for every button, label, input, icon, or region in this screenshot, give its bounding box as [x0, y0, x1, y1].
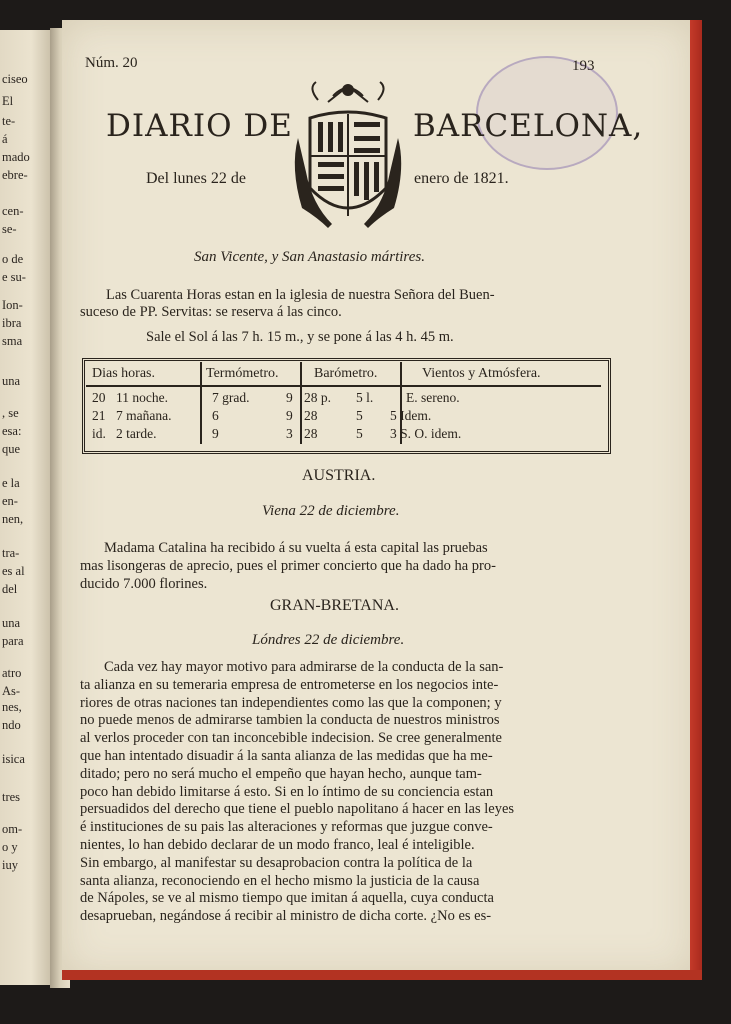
left-page-line: te-: [2, 114, 16, 128]
notice-sunrise-sunset: Sale el Sol á las 7 h. 15 m., y se pone á las 4 h. 45 m.: [146, 329, 454, 345]
left-page-line: del: [2, 582, 18, 596]
left-page-line: esa:: [2, 424, 22, 438]
table-divider: [300, 362, 302, 444]
table-cell-baro-lines: 5: [356, 408, 363, 423]
table-cell-wind: 5 Idem.: [390, 408, 432, 423]
table-cell-baro-lines: 5 l.: [356, 390, 374, 405]
left-page-line: mado: [2, 150, 30, 164]
section-heading-great-britain: GRAN-BRETANA.: [270, 597, 399, 614]
left-page-line: isica: [2, 752, 25, 766]
page-number: 193: [572, 58, 595, 74]
text-line: persuadidos del derecho que tiene el pueblo napolitano á hacer en las leyes: [80, 801, 515, 818]
table-cell-wind: 3 S. O. idem.: [390, 426, 462, 441]
table-cell-thermo: 6: [212, 408, 219, 423]
issue-number: Núm. 20: [85, 55, 138, 71]
dateline-london: Lóndres 22 de diciembre.: [252, 632, 405, 648]
section-heading-austria: AUSTRIA.: [302, 467, 376, 484]
table-header-rule: [86, 385, 601, 387]
left-page-line: sma: [2, 334, 23, 348]
left-page-line: tres: [2, 790, 21, 804]
text-line: que han intentado disuadir á la santa alianza de las medidas que ha me-: [80, 748, 493, 764]
text-line: desaprueban, negándose á recibir al ministro de dicha corte. ¿No es es-: [80, 908, 492, 925]
left-page-line: , se: [2, 406, 19, 420]
left-page-line: es al: [2, 564, 25, 578]
saints-of-day: San Vicente, y San Anastasio mártires.: [194, 249, 425, 265]
table-cell-baro: 28: [304, 426, 318, 441]
page-edge-red: [690, 20, 702, 978]
table-cell-day: 21: [92, 408, 106, 423]
left-page-line: se-: [2, 222, 17, 236]
text-line: santa alianza, reconociendo en el hecho mismo la justicia de la causa: [80, 872, 480, 889]
table-cell-hour: 7 mañana.: [116, 408, 172, 423]
left-page-line: para: [2, 634, 24, 648]
table-header-days: Dias horas.: [92, 366, 155, 381]
table-header-winds: Vientos y Atmósfera.: [422, 366, 541, 381]
text-line: ditado; pero no será mucho el empeño que hayan hecho, aunque tam-: [80, 765, 482, 782]
left-page-line: en-: [2, 494, 18, 508]
page-bottom-edge: [62, 970, 702, 980]
left-page-line: om-: [2, 822, 23, 836]
left-page-line: Ion-: [2, 298, 23, 312]
left-page-line: nen,: [2, 512, 24, 526]
table-cell-baro-lines: 5: [356, 426, 363, 441]
left-page-line: atro: [2, 666, 22, 680]
text-line: no puede menos de admirarse tambien la conducta de nuestros ministros: [80, 712, 500, 729]
text-line: de Nápoles, se ve al mismo tiempo que imitan á aquella, cuya conducta: [80, 890, 494, 907]
text-line: Madama Catalina ha recibido á su vuelta á esta capital las pruebas: [104, 540, 488, 556]
left-page-line: iuy: [2, 858, 18, 872]
text-line: nientes, lo han debido declarar de un modo franco, leal é inteligible.: [80, 837, 475, 853]
table-cell-baro: 28 p.: [304, 390, 331, 405]
masthead-title-left: DIARIO DE: [106, 108, 293, 144]
date-line-left: Del lunes 22 de: [146, 170, 246, 187]
left-page-line: ndo: [2, 718, 21, 732]
masthead-title-right: BARCELONA,: [413, 108, 644, 144]
date-line-right: enero de 1821.: [414, 170, 509, 187]
text-line: poco han debido limitarse á esto. Si en lo íntimo de su conciencia estan: [80, 783, 494, 800]
left-page-line: ibra: [2, 316, 22, 330]
left-page-line: una: [2, 616, 21, 630]
left-page-line: cen-: [2, 204, 24, 218]
left-page-line: que: [2, 442, 21, 456]
text-line: mas lisongeras de aprecio, pues el primer concierto que ha dado ha pro-: [80, 558, 496, 574]
table-cell-thermo-fraction: 3: [286, 426, 293, 441]
notice-forty-hours-line-2: suceso de PP. Servitas: se reserva á las cinco.: [80, 304, 342, 320]
table-header-thermometer: Termómetro.: [206, 366, 279, 381]
table-cell-thermo: 9: [212, 426, 219, 441]
table-cell-wind: E. sereno.: [406, 390, 460, 405]
table-cell-day: 20: [92, 390, 106, 405]
left-page-line: tra-: [2, 546, 20, 560]
text-line: al verlos proceder con tan inconcebible indecision. Se cree generalmente: [80, 730, 502, 747]
left-page-line: o y: [2, 840, 18, 854]
table-cell-hour: 2 tarde.: [116, 426, 157, 441]
left-page-line: El: [2, 94, 14, 108]
left-page-line: ebre-: [2, 168, 28, 182]
left-page-line: una: [2, 374, 21, 388]
table-cell-baro: 28: [304, 408, 318, 423]
text-line: Sin embargo, al manifestar su desaprobacion contra la política de la: [80, 854, 473, 871]
text-line: riores de otras naciones tan independientes como las que la componen; y: [80, 694, 502, 711]
text-line: ta alianza en su temeraria empresa de entrometerse en los negocios inte-: [80, 676, 499, 693]
left-page-line: As-: [2, 684, 21, 698]
table-divider: [200, 362, 202, 444]
table-cell-thermo-fraction: 9: [286, 408, 293, 423]
left-page-line: e la: [2, 476, 20, 490]
left-page-line: e su-: [2, 270, 26, 284]
text-line: é instituciones de su pais las alteraciones y reformas que juzgue conve-: [80, 819, 493, 836]
text-line: ducido 7.000 florines.: [80, 576, 208, 592]
text-line: Cada vez hay mayor motivo para admirarse de la conducta de la san-: [104, 659, 504, 675]
left-page-line: nes,: [2, 700, 22, 714]
dateline-vienna: Viena 22 de diciembre.: [262, 503, 400, 519]
left-page-line: ciseo: [2, 72, 28, 86]
left-page-line: á: [2, 132, 8, 146]
table-cell-hour: 11 noche.: [116, 390, 168, 405]
table-cell-day: id.: [92, 426, 106, 441]
notice-forty-hours-line-1: Las Cuarenta Horas estan en la iglesia de nuestra Señora del Buen-: [106, 287, 495, 303]
left-page-line: o de: [2, 252, 24, 266]
barcelona-coat-of-arms-icon: [288, 78, 408, 238]
table-cell-thermo: 7 grad.: [212, 390, 250, 405]
table-header-barometer: Barómetro.: [314, 366, 378, 381]
table-cell-thermo-fraction: 9: [286, 390, 293, 405]
